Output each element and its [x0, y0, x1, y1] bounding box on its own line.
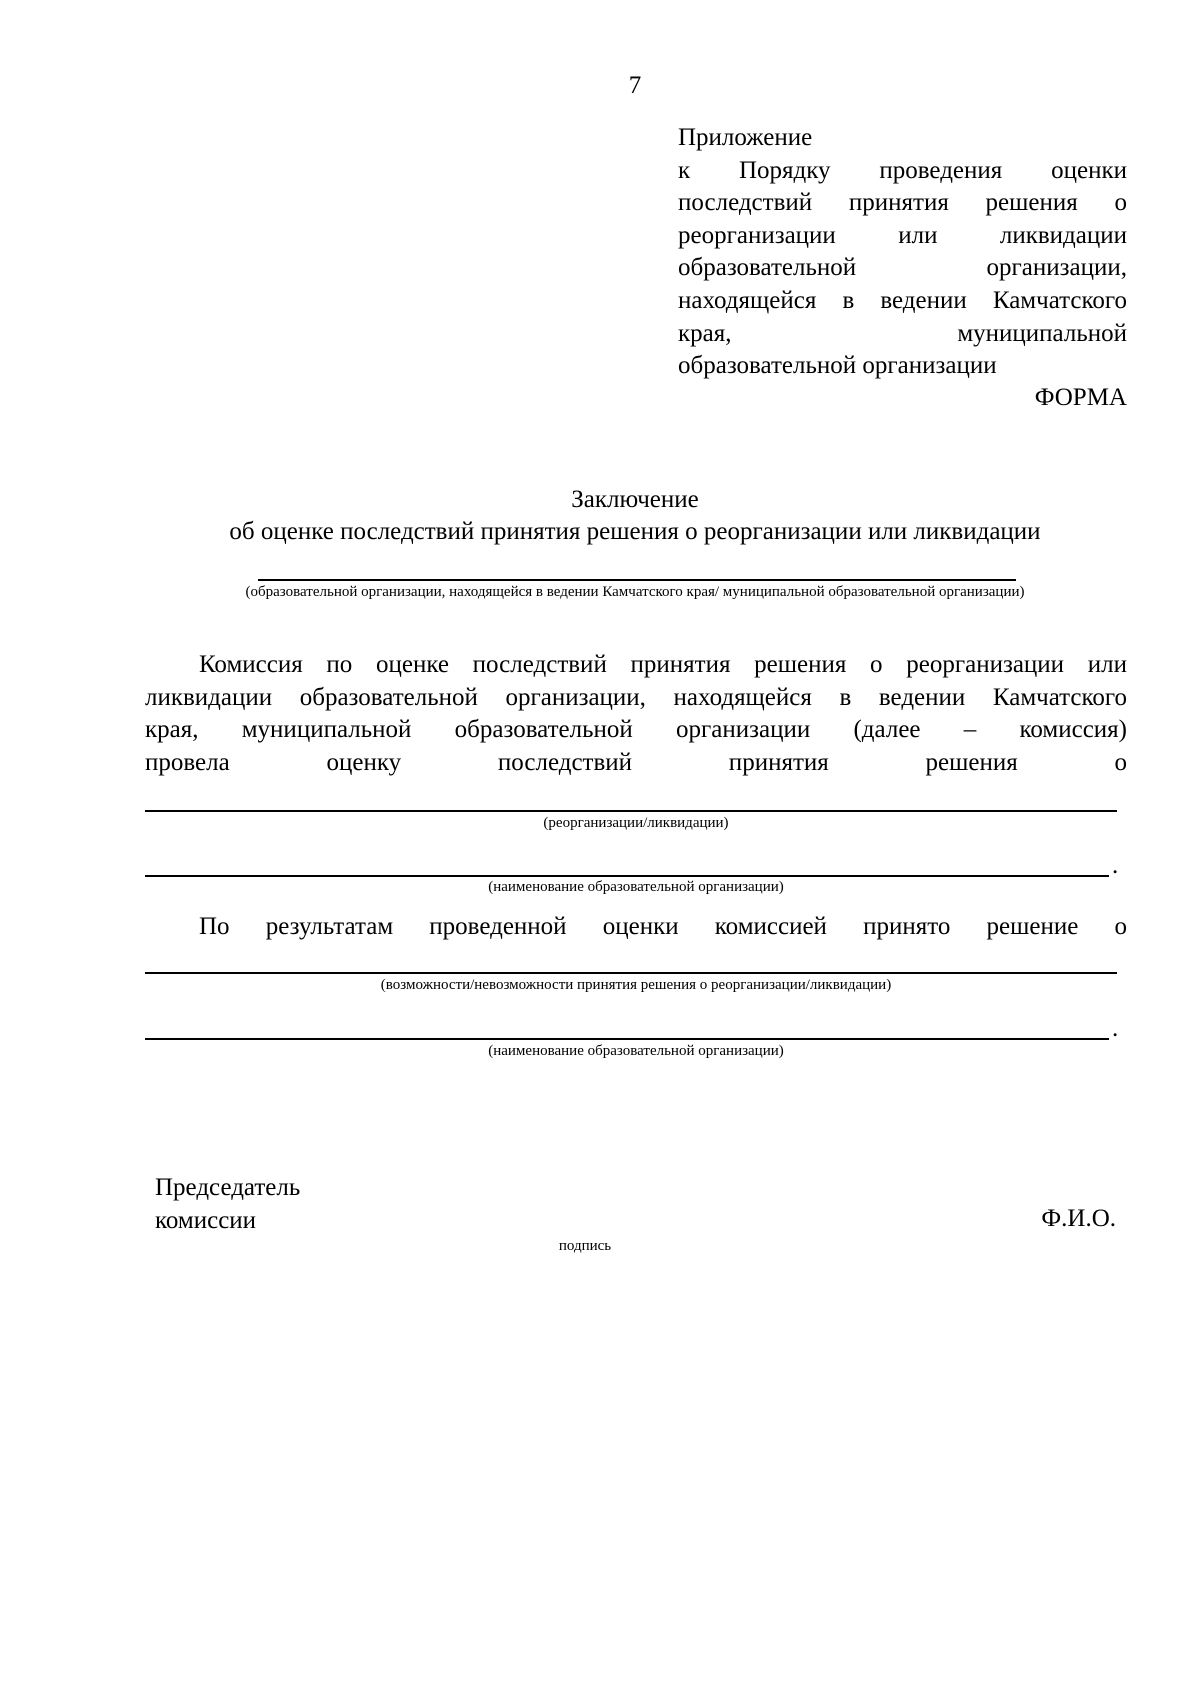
document-subtitle: об оценке последствий принятия решения о реорганизации или ликвидации	[229, 518, 1041, 545]
signer-role	[155, 1172, 300, 1237]
paragraph-line: ликвидации образовательной организации, находящейся в ведении Камчатского	[145, 683, 1127, 711]
paragraph-line: края, муниципальной образовательной организации (далее – комиссия)	[145, 716, 1127, 744]
document-heading	[130, 484, 1140, 548]
appendix-line: образовательной организации,	[678, 254, 1127, 282]
paragraph-line: провела оценку последствий принятия решения о	[145, 748, 1127, 776]
results-paragraph	[145, 911, 1127, 944]
signer-role-line: Председатель	[155, 1174, 301, 1201]
appendix-line: образовательной организации	[678, 352, 997, 380]
appendix-line: последствий принятия решения о	[678, 189, 1127, 217]
appendix-block	[678, 122, 1127, 383]
appendix-line: реорганизации или ликвидации	[678, 221, 1127, 249]
appendix-line: к Порядку проведения оценки	[678, 156, 1127, 184]
signer-role-line: комиссии	[155, 1206, 257, 1234]
appendix-title: Приложение	[678, 124, 813, 151]
form-label: ФОРМА	[1034, 384, 1127, 411]
organization-name-caption: (наименование образовательной организации)	[488, 879, 784, 895]
signature-caption: подпись	[558, 1238, 612, 1254]
page-number: 7	[628, 72, 642, 99]
line-end-period: .	[1112, 852, 1119, 879]
line-end-period: .	[1112, 1015, 1119, 1042]
organization-name-blank-line[interactable]	[145, 875, 1109, 877]
decision-blank-line[interactable]	[145, 972, 1117, 974]
commission-paragraph	[145, 649, 1127, 779]
document-title: Заключение	[571, 486, 699, 513]
paragraph-line: По результатам проведенной оценки комиссией принято решение о	[199, 913, 1127, 940]
org-name-blank-line[interactable]	[258, 579, 1016, 581]
organization-name-caption-2: (наименование образовательной организации)	[488, 1043, 784, 1059]
reorganization-caption: (реорганизации/ликвидации)	[543, 815, 729, 831]
appendix-line: находящейся в ведении Камчатского	[678, 286, 1127, 314]
paragraph-line: Комиссия по оценке последствий принятия решения о реорганизации или	[199, 651, 1127, 678]
signer-name-placeholder: Ф.И.О.	[1041, 1205, 1116, 1232]
decision-caption: (возможности/невозможности принятия решения о реорганизации/ликвидации)	[380, 977, 892, 993]
org-caption: (образовательной организации, находящейся в ведении Камчатского края/ муниципальной образовательной организации)	[245, 584, 1025, 600]
appendix-line: края, муниципальной	[678, 319, 1127, 347]
reorganization-blank-line[interactable]	[145, 810, 1117, 812]
organization-name-blank-line-2[interactable]	[145, 1038, 1109, 1040]
